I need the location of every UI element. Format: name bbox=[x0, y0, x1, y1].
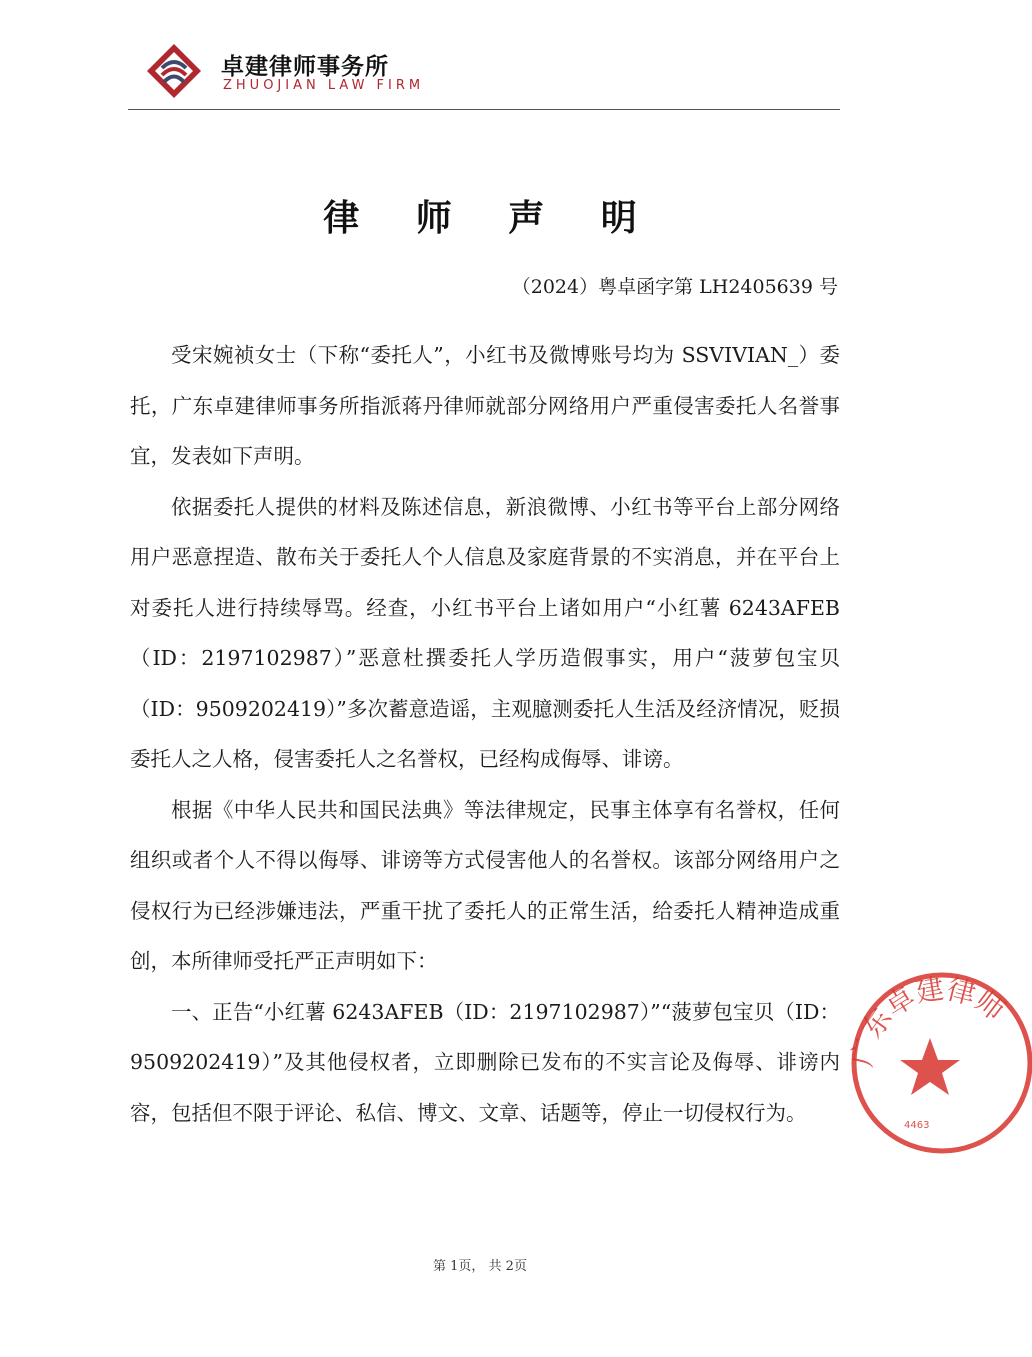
page-indicator: 第 1页， 共 2页 bbox=[433, 1259, 527, 1274]
header-divider bbox=[128, 109, 840, 110]
paragraph: 依据委托人提供的材料及陈述信息，新浪微博、小红书等平台上部分网络用户恶意捏造、散布关于委托人个人信息及家庭背景的不实消息，并在平台上对委托人进行持续辱骂。经查，小红书平台上诸如用户“小红薯 6243AFEB（ID：2197102987）”恶意杜撰委托人学历造假事实，用户“菠萝包宝贝（ID：9509202419）”多次蓄意造谣，主观臆测委托人生活及经济情况，贬损委托人之人格，侵害委托人之名誉权，已经构成侮辱、诽谤。 bbox=[130, 494, 840, 771]
seal-number: 4463 bbox=[904, 1120, 930, 1131]
seal-text: 广东卓建律师 bbox=[845, 971, 1012, 1070]
statement-body bbox=[130, 330, 840, 1138]
zhuojian-logo-icon bbox=[145, 42, 203, 100]
reference-number: （2024）粤卓函字第 LH2405639 号 bbox=[511, 276, 838, 298]
letterhead bbox=[145, 42, 845, 106]
firm-name-english: ZHUOJIAN LAW FIRM bbox=[223, 78, 425, 93]
paragraph: 一、正告“小红薯 6243AFEB（ID：2197102987）”“菠萝包宝贝（ID：9509202419）”及其他侵权者，立即删除已发布的不实言论及侮辱、诽谤内容，包括但不限于评论、私信、博文、文章、话题等，停止一切侵权行为。 bbox=[130, 999, 840, 1125]
paragraph: 受宋婉祯女士（下称“委托人”，小红书及微博账号均为 SSVIVIAN_）委托，广东卓建律师事务所指派蒋丹律师就部分网络用户严重侵害委托人名誉事宜，发表如下声明。 bbox=[130, 343, 840, 468]
document-title: 律 师 声 明 bbox=[323, 197, 659, 239]
paragraph: 根据《中华人民共和国民法典》等法律规定，民事主体享有名誉权，任何组织或者个人不得以侮辱、诽谤等方式侵害他人的名誉权。该部分网络用户之侵权行为已经涉嫌违法，严重干扰了委托人的正常生活，给委托人精神造成重创，本所律师受托严正声明如下： bbox=[130, 797, 840, 973]
firm-name-chinese: 卓建律师事务所 bbox=[221, 54, 389, 80]
red-seal-icon bbox=[842, 968, 1032, 1158]
